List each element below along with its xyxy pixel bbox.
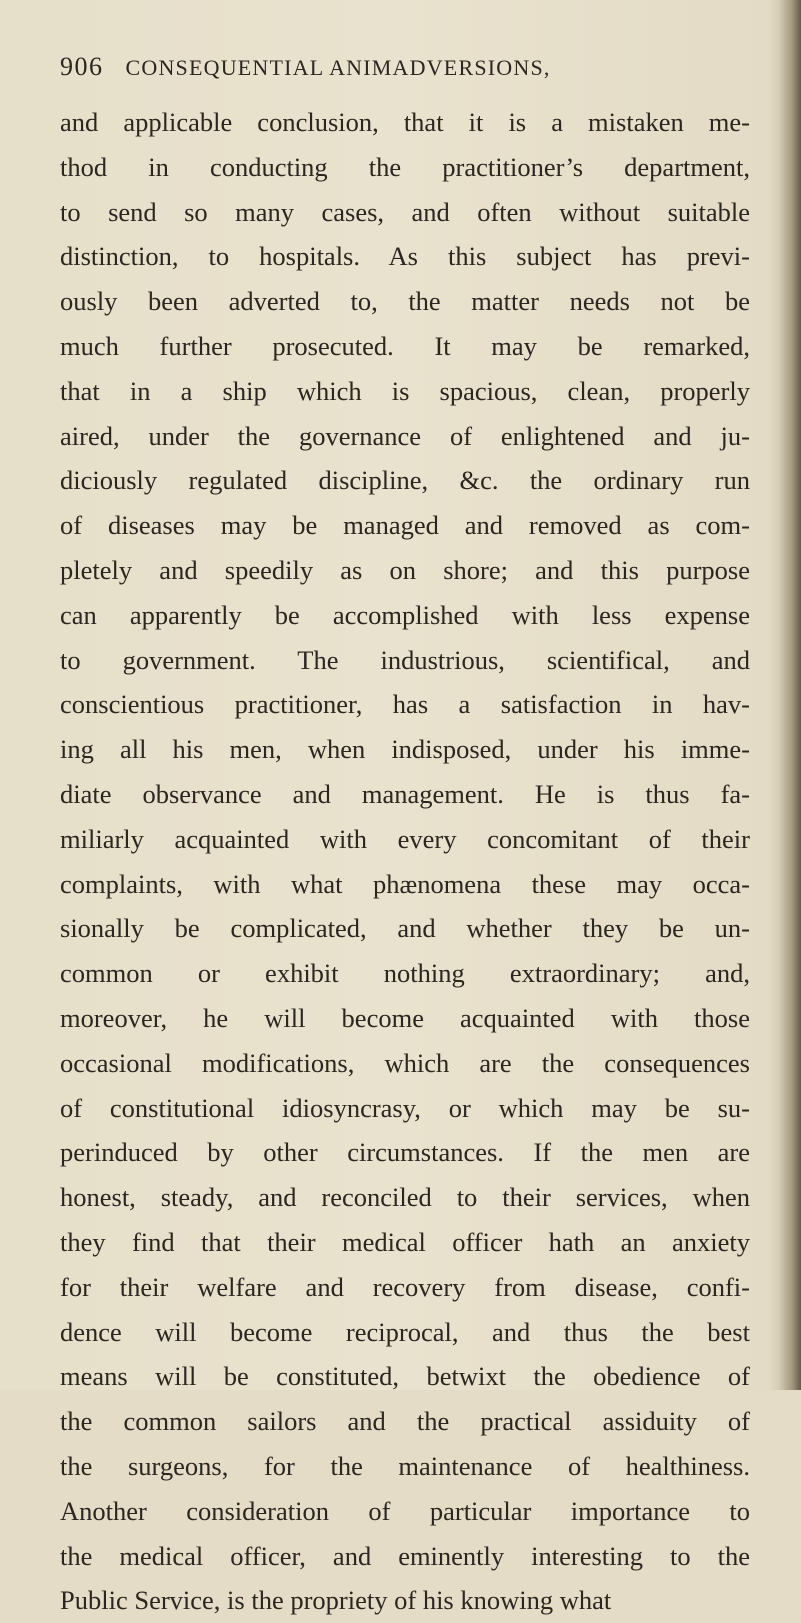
text-line: the medical officer, and eminently interesting to the	[60, 1540, 750, 1571]
page-edge-shadow	[779, 0, 801, 1390]
text-line: means will be constituted, betwixt the obedience of	[60, 1361, 750, 1392]
text-line: conscientious practitioner, has a satisfaction in hav-	[60, 689, 750, 720]
text-line: ously been adverted to, the matter needs not be	[60, 286, 750, 317]
text-line: to government. The industrious, scientifical, and	[60, 644, 750, 675]
text-line: of diseases may be managed and removed as com-	[60, 510, 750, 541]
running-head-title: CONSEQUENTIAL ANIMADVERSIONS,	[125, 55, 551, 80]
text-line: can apparently be accomplished with less expense	[60, 599, 750, 630]
text-line: perinduced by other circumstances. If the men are	[60, 1137, 750, 1168]
text-line: diate observance and management. He is thus fa-	[60, 778, 750, 809]
text-line: pletely and speedily as on shore; and this purpose	[60, 554, 750, 585]
text-line: miliarly acquainted with every concomitant of their	[60, 823, 750, 854]
running-head	[60, 52, 700, 92]
text-line: dence will become reciprocal, and thus the best	[60, 1316, 750, 1347]
text-line: complaints, with what phænomena these may occa-	[60, 868, 750, 899]
text-line: for their welfare and recovery from disease, confi-	[60, 1271, 750, 1302]
text-line: thod in conducting the practitioner’s department,	[60, 151, 750, 182]
text-line: Another consideration of particular importance to	[60, 1495, 750, 1526]
text-line: much further prosecuted. It may be remarked,	[60, 330, 750, 361]
text-line: they find that their medical officer hath an anxiety	[60, 1226, 750, 1257]
text-line: diciously regulated discipline, &c. the ordinary run	[60, 465, 750, 496]
text-line: occasional modifications, which are the consequences	[60, 1047, 750, 1078]
text-line: and applicable conclusion, that it is a mistaken me-	[60, 107, 750, 137]
text-line: honest, steady, and reconciled to their services, when	[60, 1182, 750, 1213]
text-line: sionally be complicated, and whether they be un-	[60, 913, 750, 944]
text-line: aired, under the governance of enlightened and ju-	[60, 420, 750, 451]
body-text	[60, 100, 750, 1623]
text-line: Public Service, is the propriety of his knowing what	[60, 1585, 612, 1616]
text-line: to send so many cases, and often without suitable	[60, 196, 750, 227]
text-line: moreover, he will become acquainted with those	[60, 1002, 750, 1033]
text-line: the surgeons, for the maintenance of healthiness.	[60, 1450, 750, 1481]
page-number: 906	[60, 52, 104, 81]
text-line: that in a ship which is spacious, clean, properly	[60, 375, 750, 406]
text-line: the common sailors and the practical assiduity of	[60, 1406, 750, 1437]
text-line: distinction, to hospitals. As this subject has previ-	[60, 241, 750, 272]
text-line: ing all his men, when indisposed, under his imme-	[60, 734, 750, 765]
text-line: of constitutional idiosyncrasy, or which may be su-	[60, 1092, 750, 1123]
text-line: common or exhibit nothing extraordinary; and,	[60, 958, 750, 989]
